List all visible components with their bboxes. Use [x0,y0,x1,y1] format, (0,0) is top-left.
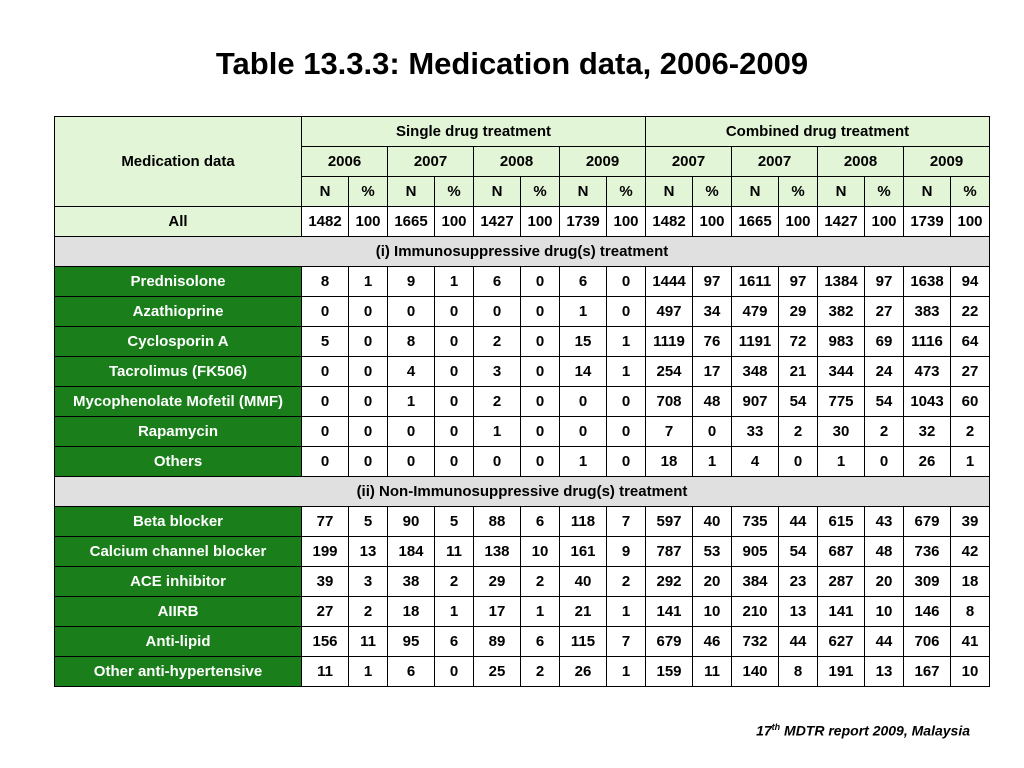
percent-header: % [607,177,646,207]
table-cell: 4 [388,357,435,387]
table-cell: 33 [732,417,779,447]
table-cell: 735 [732,507,779,537]
table-row [55,327,990,357]
table-cell: 11 [302,657,349,687]
table-cell: 1665 [732,207,779,237]
table-cell: 0 [521,387,560,417]
table-cell: 18 [646,447,693,477]
table-cell: 4 [732,447,779,477]
year-header: 2008 [474,147,560,177]
table-cell: 26 [560,657,607,687]
table-cell: 344 [818,357,865,387]
table-cell: 0 [865,447,904,477]
table-cell: 983 [818,327,865,357]
table-cell: 0 [349,327,388,357]
table-cell: 2 [474,387,521,417]
table-cell: 6 [560,267,607,297]
table-cell: 97 [865,267,904,297]
table-cell: 0 [435,327,474,357]
table-cell: 1 [474,417,521,447]
year-header: 2006 [302,147,388,177]
table-cell: 22 [951,297,990,327]
table-cell: 141 [646,597,693,627]
table-cell: 0 [388,297,435,327]
table-cell: 2 [521,567,560,597]
table-cell: 1739 [560,207,607,237]
table-cell: 48 [693,387,732,417]
table-cell: 0 [302,297,349,327]
table-cell: 39 [951,507,990,537]
table-cell: 1384 [818,267,865,297]
table-cell: 89 [474,627,521,657]
table-cell: 3 [349,567,388,597]
table-row [55,627,990,657]
table-cell: 0 [560,387,607,417]
table-cell: 479 [732,297,779,327]
table-cell: 146 [904,597,951,627]
table-cell: 732 [732,627,779,657]
table-cell: 64 [951,327,990,357]
table-cell: 6 [474,267,521,297]
table-cell: 9 [388,267,435,297]
table-cell: 0 [779,447,818,477]
table-cell: 13 [865,657,904,687]
table-cell: 10 [951,657,990,687]
table-cell: 43 [865,507,904,537]
percent-header: % [693,177,732,207]
table-cell: 30 [818,417,865,447]
table-cell: 292 [646,567,693,597]
table-cell: 156 [302,627,349,657]
section-title: (ii) Non-Immunosuppressive drug(s) treatment [55,477,990,507]
table-cell: 27 [951,357,990,387]
table-cell: 100 [779,207,818,237]
table-row [55,657,990,687]
table-cell: 159 [646,657,693,687]
table-cell: 1 [349,267,388,297]
table-cell: 7 [607,627,646,657]
table-cell: 100 [521,207,560,237]
row-label: Prednisolone [55,267,302,297]
table-row [55,507,990,537]
table-cell: 44 [865,627,904,657]
table-cell: 1 [349,657,388,687]
table-cell: 199 [302,537,349,567]
table-cell: 0 [302,417,349,447]
table-cell: 0 [474,297,521,327]
year-header: 2008 [818,147,904,177]
table-cell: 0 [607,387,646,417]
year-header: 2007 [388,147,474,177]
table-cell: 497 [646,297,693,327]
row-label: Azathioprine [55,297,302,327]
table-cell: 907 [732,387,779,417]
section-row [55,477,990,507]
table-cell: 0 [607,297,646,327]
table-cell: 9 [607,537,646,567]
table-cell: 38 [388,567,435,597]
table-cell: 679 [904,507,951,537]
table-cell: 1 [388,387,435,417]
table-cell: 1119 [646,327,693,357]
table-cell: 1611 [732,267,779,297]
medication-table [54,116,990,687]
year-header: 2007 [732,147,818,177]
table-cell: 34 [693,297,732,327]
table-cell: 76 [693,327,732,357]
page-title: Table 13.3.3: Medication data, 2006-2009 [215,46,809,81]
table-cell: 39 [302,567,349,597]
table-cell: 0 [521,267,560,297]
table-cell: 736 [904,537,951,567]
table-cell: 15 [560,327,607,357]
table-cell: 0 [435,357,474,387]
row-label: Beta blocker [55,507,302,537]
table-row [55,387,990,417]
table-cell: 88 [474,507,521,537]
table-cell: 17 [693,357,732,387]
table-cell: 100 [693,207,732,237]
table-cell: 0 [607,267,646,297]
row-label: Others [55,447,302,477]
table-cell: 48 [865,537,904,567]
table-cell: 0 [521,357,560,387]
table-cell: 1116 [904,327,951,357]
table-cell: 1665 [388,207,435,237]
table-cell: 2 [779,417,818,447]
table-cell: 1043 [904,387,951,417]
row-label: Calcium channel blocker [55,537,302,567]
table-cell: 191 [818,657,865,687]
table-cell: 5 [349,507,388,537]
table-row [55,567,990,597]
table-cell: 1 [818,447,865,477]
n-header: N [818,177,865,207]
table-cell: 1 [951,447,990,477]
table-cell: 14 [560,357,607,387]
table-row [55,267,990,297]
table-cell: 0 [560,417,607,447]
table-cell: 11 [693,657,732,687]
table-cell: 40 [560,567,607,597]
table-cell: 1 [521,597,560,627]
table-cell: 708 [646,387,693,417]
single-drug-header: Single drug treatment [302,117,646,147]
table-cell: 100 [435,207,474,237]
table-cell: 2 [435,567,474,597]
table-cell: 23 [779,567,818,597]
table-row [55,597,990,627]
table-cell: 54 [865,387,904,417]
table-cell: 1638 [904,267,951,297]
table-cell: 1 [693,447,732,477]
table-cell: 6 [521,507,560,537]
table-cell: 1739 [904,207,951,237]
source-note [756,722,970,739]
table-cell: 90 [388,507,435,537]
table-cell: 0 [607,447,646,477]
table-cell: 13 [349,537,388,567]
table-cell: 706 [904,627,951,657]
table-cell: 18 [388,597,435,627]
table-cell: 8 [951,597,990,627]
table-cell: 11 [435,537,474,567]
table-cell: 100 [349,207,388,237]
table-cell: 382 [818,297,865,327]
table-cell: 27 [302,597,349,627]
table-cell: 18 [951,567,990,597]
percent-header: % [865,177,904,207]
table-cell: 1 [607,327,646,357]
table-cell: 42 [951,537,990,567]
table-row [55,297,990,327]
table-cell: 0 [435,417,474,447]
table-cell: 1482 [302,207,349,237]
table-cell: 44 [779,507,818,537]
table-cell: 1 [560,297,607,327]
table-cell: 383 [904,297,951,327]
table-cell: 21 [779,357,818,387]
percent-header: % [349,177,388,207]
table-cell: 0 [302,357,349,387]
table-cell: 10 [693,597,732,627]
row-label: Rapamycin [55,417,302,447]
table-cell: 687 [818,537,865,567]
table-cell: 905 [732,537,779,567]
table-cell: 27 [865,297,904,327]
table-cell: 69 [865,327,904,357]
table-cell: 100 [607,207,646,237]
table-cell: 2 [607,567,646,597]
table-cell: 24 [865,357,904,387]
table-cell: 44 [779,627,818,657]
table-cell: 615 [818,507,865,537]
table-cell: 1444 [646,267,693,297]
table-cell: 2 [474,327,521,357]
table-cell: 184 [388,537,435,567]
table-cell: 115 [560,627,607,657]
table-cell: 10 [521,537,560,567]
table-cell: 0 [302,447,349,477]
source-edition: 17 [756,722,772,739]
table-cell: 0 [521,447,560,477]
table-cell: 1 [435,597,474,627]
table-cell: 118 [560,507,607,537]
table-cell: 775 [818,387,865,417]
table-cell: 161 [560,537,607,567]
table-cell: 77 [302,507,349,537]
year-header: 2007 [646,147,732,177]
table-cell: 1 [607,597,646,627]
table-cell: 5 [302,327,349,357]
table-cell: 3 [474,357,521,387]
table-cell: 0 [388,417,435,447]
table-cell: 348 [732,357,779,387]
table-cell: 0 [521,417,560,447]
table-cell: 6 [435,627,474,657]
table-cell: 20 [865,567,904,597]
row-label: Cyclosporin A [55,327,302,357]
n-header: N [474,177,521,207]
table-cell: 0 [435,657,474,687]
table-cell: 72 [779,327,818,357]
n-header: N [732,177,779,207]
table-cell: 1191 [732,327,779,357]
table-cell: 54 [779,537,818,567]
corner-header: Medication data [55,117,302,207]
table-cell: 94 [951,267,990,297]
table-cell: 8 [388,327,435,357]
table-cell: 254 [646,357,693,387]
table-cell: 54 [779,387,818,417]
row-label: Mycophenolate Mofetil (MMF) [55,387,302,417]
row-label: All [55,207,302,237]
table-cell: 32 [904,417,951,447]
table-cell: 0 [693,417,732,447]
table-cell: 100 [865,207,904,237]
row-label: Tacrolimus (FK506) [55,357,302,387]
table-cell: 2 [349,597,388,627]
table-cell: 7 [646,417,693,447]
table-cell: 0 [521,327,560,357]
table-row [55,417,990,447]
table-cell: 95 [388,627,435,657]
table-cell: 100 [951,207,990,237]
table-cell: 6 [388,657,435,687]
year-header: 2009 [560,147,646,177]
combined-drug-header: Combined drug treatment [646,117,990,147]
table-cell: 0 [435,387,474,417]
table-cell: 8 [302,267,349,297]
table-cell: 2 [521,657,560,687]
n-header: N [904,177,951,207]
table-cell: 787 [646,537,693,567]
table-cell: 0 [349,297,388,327]
table-cell: 167 [904,657,951,687]
row-label: AIIRB [55,597,302,627]
table-cell: 29 [474,567,521,597]
table-cell: 0 [435,297,474,327]
table-cell: 2 [951,417,990,447]
table-cell: 0 [474,447,521,477]
table-cell: 0 [435,447,474,477]
table-cell: 97 [693,267,732,297]
table-cell: 0 [349,417,388,447]
table-cell: 46 [693,627,732,657]
section-title: (i) Immunosuppressive drug(s) treatment [55,237,990,267]
table-cell: 0 [607,417,646,447]
table-cell: 1 [435,267,474,297]
table-cell: 26 [904,447,951,477]
table-cell: 10 [865,597,904,627]
table-cell: 17 [474,597,521,627]
table-cell: 140 [732,657,779,687]
table-cell: 679 [646,627,693,657]
source-ordinal: th [771,722,781,732]
table-cell: 29 [779,297,818,327]
table-cell: 1427 [818,207,865,237]
row-label: ACE inhibitor [55,567,302,597]
table-cell: 21 [560,597,607,627]
table-row [55,537,990,567]
table-cell: 0 [302,387,349,417]
n-header: N [560,177,607,207]
table-cell: 1427 [474,207,521,237]
table-cell: 7 [607,507,646,537]
table-cell: 384 [732,567,779,597]
table-cell: 597 [646,507,693,537]
table-cell: 309 [904,567,951,597]
table-cell: 8 [779,657,818,687]
table-cell: 2 [865,417,904,447]
table-cell: 1482 [646,207,693,237]
table-row [55,207,990,237]
table-cell: 97 [779,267,818,297]
row-label: Other anti-hypertensive [55,657,302,687]
n-header: N [302,177,349,207]
table-cell: 40 [693,507,732,537]
section-row [55,237,990,267]
table-cell: 0 [521,297,560,327]
percent-header: % [951,177,990,207]
table-cell: 138 [474,537,521,567]
table-cell: 1 [560,447,607,477]
table-row [55,357,990,387]
n-header: N [646,177,693,207]
table-cell: 53 [693,537,732,567]
percent-header: % [521,177,560,207]
percent-header: % [779,177,818,207]
percent-header: % [435,177,474,207]
table-cell: 60 [951,387,990,417]
table-cell: 0 [349,387,388,417]
table-cell: 6 [521,627,560,657]
table-cell: 1 [607,657,646,687]
table-cell: 627 [818,627,865,657]
row-label: Anti-lipid [55,627,302,657]
table-cell: 0 [388,447,435,477]
table-cell: 20 [693,567,732,597]
source-text: MDTR report 2009, Malaysia [780,722,970,739]
table-cell: 5 [435,507,474,537]
table-cell: 11 [349,627,388,657]
table-cell: 287 [818,567,865,597]
n-header: N [388,177,435,207]
table-cell: 1 [607,357,646,387]
table-cell: 210 [732,597,779,627]
table-cell: 41 [951,627,990,657]
year-header: 2009 [904,147,990,177]
table-cell: 141 [818,597,865,627]
table-cell: 473 [904,357,951,387]
table-cell: 25 [474,657,521,687]
table-cell: 0 [349,447,388,477]
table-cell: 0 [349,357,388,387]
table-row [55,447,990,477]
table-cell: 13 [779,597,818,627]
